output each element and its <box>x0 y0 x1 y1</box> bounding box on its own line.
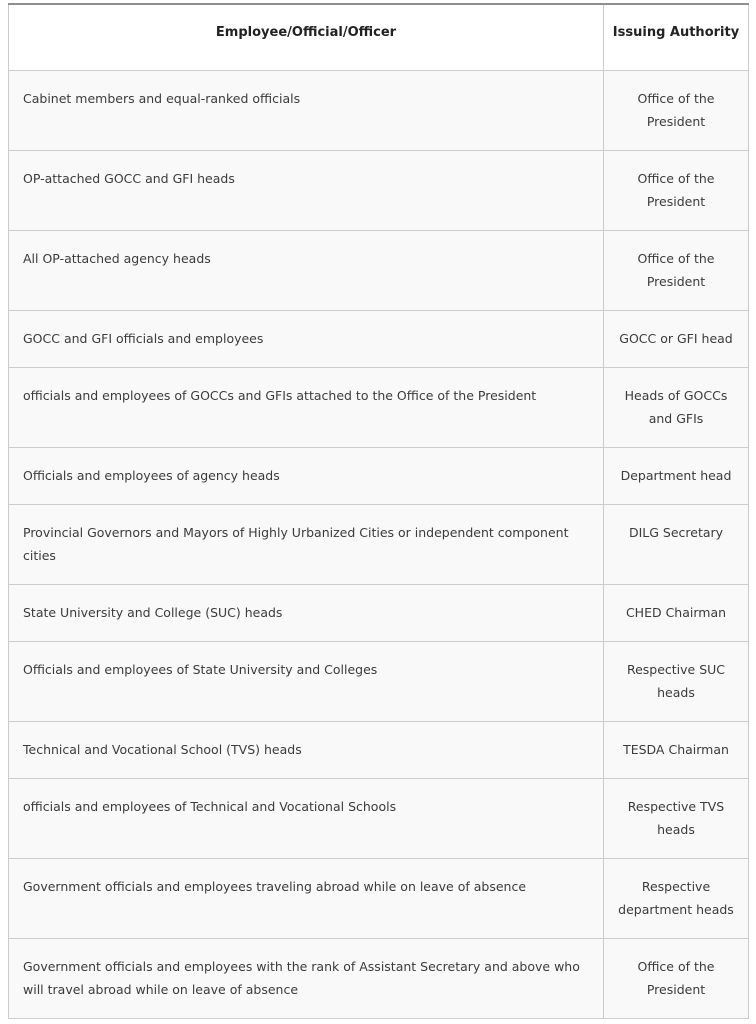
table-row <box>9 939 749 1019</box>
employee-cell: OP-attached GOCC and GFI heads <box>9 151 604 231</box>
employee-cell: Officials and employees of agency heads <box>9 448 604 505</box>
authority-cell: GOCC or GFI head <box>604 311 749 368</box>
employee-cell: All OP-attached agency heads <box>9 231 604 311</box>
employee-cell: Government officials and employees traveling abroad while on leave of absence <box>9 859 604 939</box>
employee-cell: Provincial Governors and Mayors of Highly Urbanized Cities or independent component cities <box>9 505 604 585</box>
table-row <box>9 642 749 722</box>
employee-cell: Officials and employees of State University and Colleges <box>9 642 604 722</box>
table-row <box>9 151 749 231</box>
employee-cell: officials and employees of GOCCs and GFIs attached to the Office of the President <box>9 368 604 448</box>
authority-cell: Respective TVS heads <box>604 779 749 859</box>
authority-cell: Office of the President <box>604 71 749 151</box>
authority-cell: TESDA Chairman <box>604 722 749 779</box>
authority-cell: CHED Chairman <box>604 585 749 642</box>
authority-cell: DILG Secretary <box>604 505 749 585</box>
column-header-issuing-authority: Issuing Authority <box>604 4 749 71</box>
authority-cell: Department head <box>604 448 749 505</box>
employee-cell: officials and employees of Technical and Vocational Schools <box>9 779 604 859</box>
table-row <box>9 585 749 642</box>
employee-cell: Technical and Vocational School (TVS) heads <box>9 722 604 779</box>
table-row <box>9 231 749 311</box>
table-row <box>9 311 749 368</box>
column-header-employee: Employee/Official/Officer <box>9 4 604 71</box>
table-row <box>9 505 749 585</box>
table-row <box>9 71 749 151</box>
authority-cell: Office of the President <box>604 939 749 1019</box>
authority-cell: Office of the President <box>604 231 749 311</box>
issuing-authority-table <box>8 3 749 1019</box>
employee-cell: State University and College (SUC) heads <box>9 585 604 642</box>
table-header-row <box>9 4 749 71</box>
table-row <box>9 722 749 779</box>
authority-cell: Heads of GOCCs and GFIs <box>604 368 749 448</box>
authority-cell: Office of the President <box>604 151 749 231</box>
table-row <box>9 779 749 859</box>
authority-cell: Respective SUC heads <box>604 642 749 722</box>
table-row <box>9 368 749 448</box>
table-row <box>9 448 749 505</box>
employee-cell: Government officials and employees with the rank of Assistant Secretary and above who will travel abroad while on leave of absence <box>9 939 604 1019</box>
table-row <box>9 859 749 939</box>
employee-cell: Cabinet members and equal-ranked officials <box>9 71 604 151</box>
authority-cell: Respective department heads <box>604 859 749 939</box>
employee-cell: GOCC and GFI officials and employees <box>9 311 604 368</box>
